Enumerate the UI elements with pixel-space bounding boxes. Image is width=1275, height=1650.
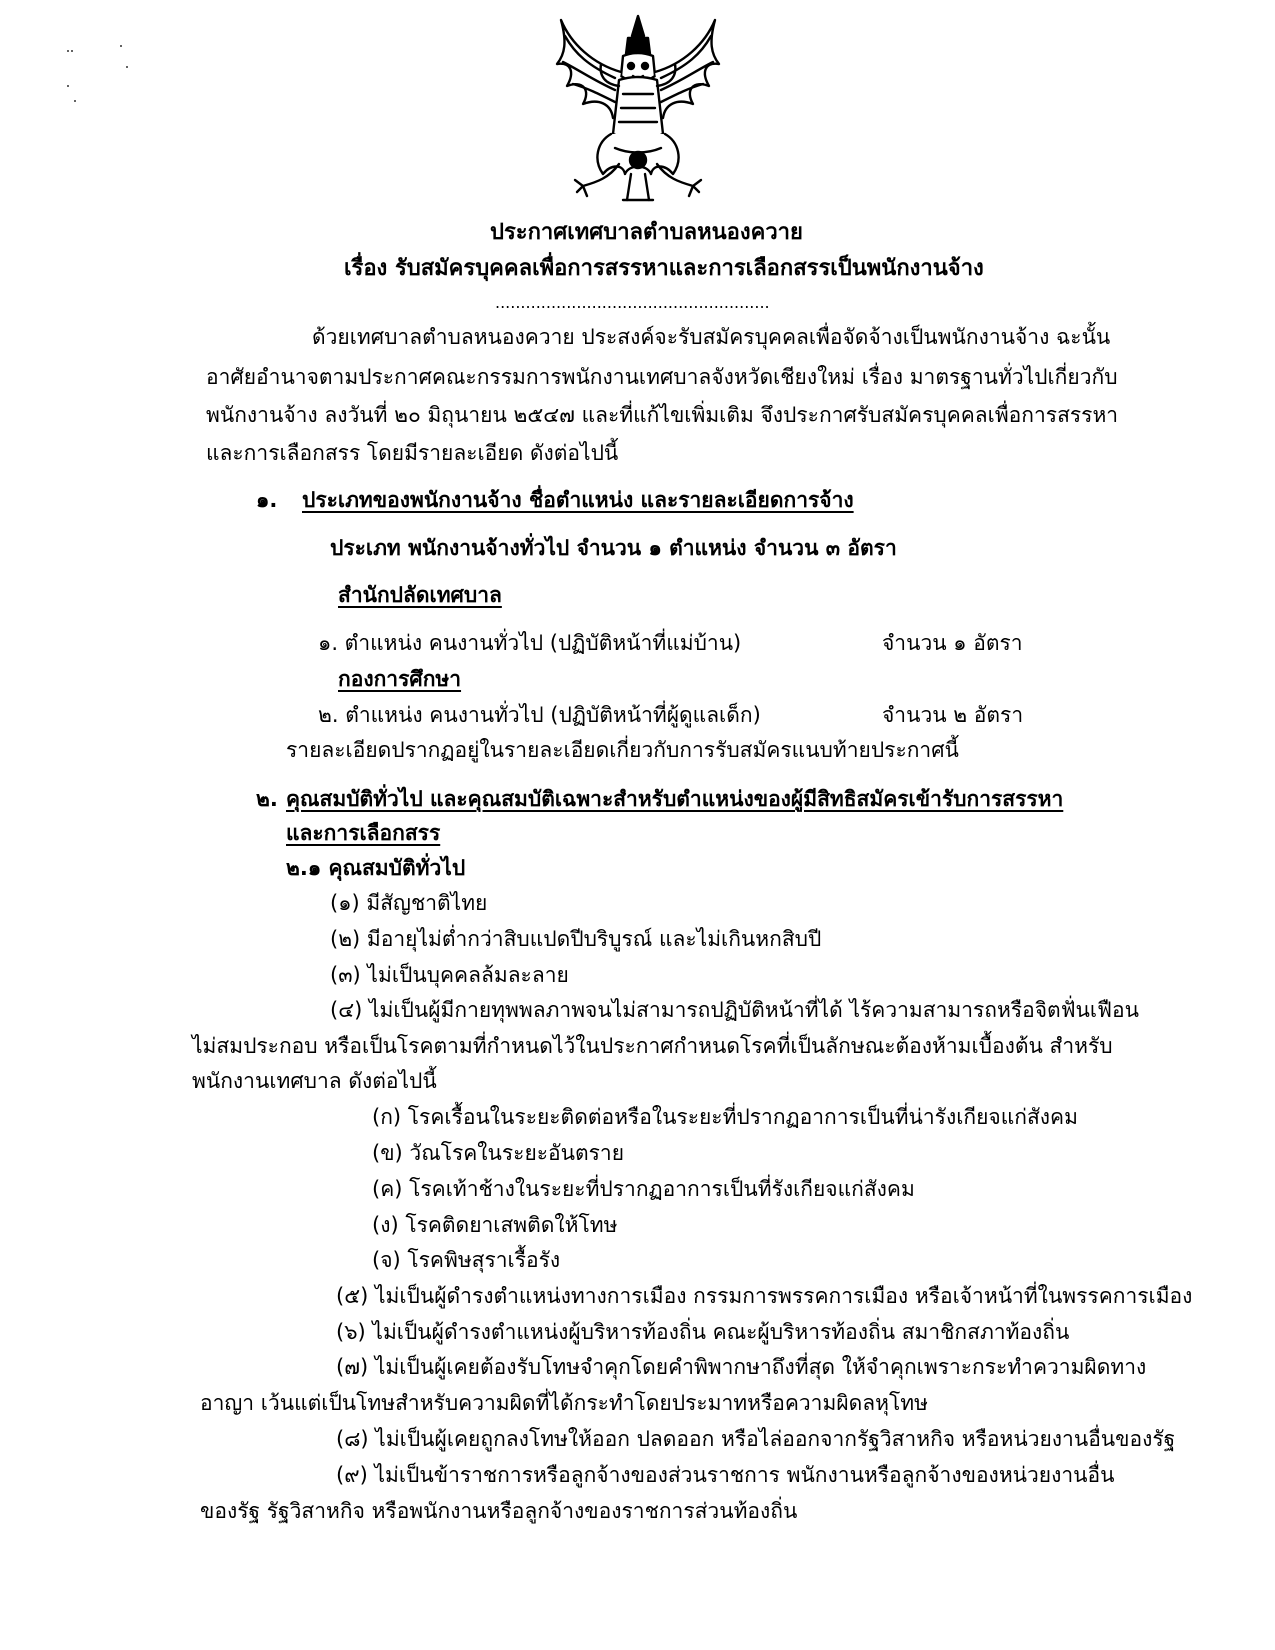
section1-number: ๑. [256, 488, 278, 512]
intro-line-2: อาศัยอำนาจตามประกาศคณะกรรมการพนักงานเทศบาลจังหวัดเชียงใหม่ เรื่อง มาตรฐานทั่วไปเกี่ยวกับ [206, 365, 1118, 389]
section2-number: ๒. [256, 787, 278, 811]
intro-line-1: ด้วยเทศบาลตำบลหนองควาย ประสงค์จะรับสมัครบุคคลเพื่อจัดจ้างเป็นพนักงานจ้าง ฉะนั้น [312, 325, 1111, 349]
qualification-item: (๒) มีอายุไม่ต่ำกว่าสิบแปดปีบริบูรณ์ และไม่เกินหกสิบปี [330, 927, 822, 951]
position-item: ๒. ตำแหน่ง คนงานทั่วไป (ปฏิบัติหน้าที่ผู้ดูแลเด็ก) [318, 703, 761, 727]
section1-type-line: ประเภท พนักงานจ้างทั่วไป จำนวน ๑ ตำแหน่ง จำนวน ๓ อัตรา [330, 536, 897, 560]
qualification-item: (๘) ไม่เป็นผู้เคยถูกลงโทษให้ออก ปลดออก หรือไล่ออกจากรัฐวิสาหกิจ หรือหน่วยงานอื่นของรัฐ [336, 1427, 1176, 1451]
qualification-item: (๓) ไม่เป็นบุคคลล้มละลาย [330, 963, 569, 987]
document-title: ประกาศเทศบาลตำบลหนองควาย [490, 220, 803, 245]
position-count: จำนวน ๑ อัตรา [882, 631, 1023, 655]
qualification-item: (๗) ไม่เป็นผู้เคยต้องรับโทษจำคุกโดยคำพิพากษาถึงที่สุด ให้จำคุกเพราะกระทำความผิดทาง [336, 1355, 1147, 1379]
disease-item: (ค) โรคเท้าช้างในระยะที่ปรากฏอาการเป็นที่รังเกียจแก่สังคม [372, 1177, 915, 1201]
disease-item: (ง) โรคติดยาเสพติดให้โทษ [372, 1213, 618, 1237]
section2-title-line-1: คุณสมบัติทั่วไป และคุณสมบัติเฉพาะสำหรับตำแหน่งของผู้มีสิทธิสมัครเข้ารับการสรรหา [286, 787, 1064, 811]
qualification-item: (๖) ไม่เป็นผู้ดำรงตำแหน่งผู้บริหารท้องถิ่น คณะผู้บริหารท้องถิ่น สมาชิกสภาท้องถิ่น [336, 1320, 1070, 1344]
position-count: จำนวน ๒ อัตรา [882, 703, 1024, 727]
qualification-item: (๙) ไม่เป็นข้าราชการหรือลูกจ้างของส่วนราชการ พนักงานหรือลูกจ้างของหน่วยงานอื่น [336, 1463, 1115, 1487]
qualification-item: (๕) ไม่เป็นผู้ดำรงตำแหน่งทางการเมือง กรรมการพรรคการเมือง หรือเจ้าหน้าที่ในพรรคการเมือง [336, 1284, 1193, 1308]
qualification-item-cont: พนักงานเทศบาล ดังต่อไปนี้ [192, 1069, 437, 1093]
qualification-item: (๔) ไม่เป็นผู้มีกายทุพพลภาพจนไม่สามารถปฏิบัติหน้าที่ได้ ไร้ความสามารถหรือจิตฟั่นเฟือน [330, 998, 1139, 1022]
department-name: สำนักปลัดเทศบาล [338, 583, 502, 607]
document-subject: เรื่อง รับสมัครบุคคลเพื่อการสรรหาและการเลือกสรรเป็นพนักงานจ้าง [344, 256, 984, 281]
disease-item: (จ) โรคพิษสุราเรื้อรัง [372, 1248, 561, 1272]
qualification-item: (๑) มีสัญชาติไทย [330, 891, 488, 915]
section2-sub-title: ๒.๑ คุณสมบัติทั่วไป [286, 856, 466, 880]
section2-title-line-2: และการเลือกสรร [286, 821, 441, 845]
qualification-item-cont: ของรัฐ รัฐวิสาหกิจ หรือพนักงานหรือลูกจ้างของราชการส่วนท้องถิ่น [200, 1499, 798, 1523]
qualification-item-cont: ไม่สมประกอบ หรือเป็นโรคตามที่กำหนดไว้ในประกาศกำหนดโรคที่เป็นลักษณะต้องห้ามเบื้องต้น สำหรับ [192, 1034, 1113, 1058]
disease-item: (ก) โรคเรื้อนในระยะติดต่อหรือในระยะที่ปรากฏอาการเป็นที่น่ารังเกียจแก่สังคม [372, 1105, 1078, 1129]
department-name: กองการศึกษา [338, 667, 462, 691]
intro-line-4: และการเลือกสรร โดยมีรายละเอียด ดังต่อไปนี้ [206, 441, 619, 465]
intro-line-3: พนักงานจ้าง ลงวันที่ ๒๐ มิถุนายน ๒๕๔๗ และที่แก้ไขเพิ่มเติม จึงประกาศรับสมัครบุคคลเพื่อการสรรหา [206, 403, 1119, 427]
garuda-emblem-icon [553, 14, 723, 206]
qualification-item-cont: อาญา เว้นแต่เป็นโทษสำหรับความผิดที่ได้กระทำโดยประมาทหรือความผิดลหุโทษ [200, 1391, 928, 1415]
heading-separator: ...................................................... [495, 293, 770, 312]
disease-item: (ข) วัณโรคในระยะอันตราย [372, 1141, 625, 1165]
section1-title: ประเภทของพนักงานจ้าง ชื่อตำแหน่ง และรายละเอียดการจ้าง [302, 488, 854, 512]
position-item: ๑. ตำแหน่ง คนงานทั่วไป (ปฏิบัติหน้าที่แม่บ้าน) [318, 631, 742, 655]
section1-note: รายละเอียดปรากฏอยู่ในรายละเอียดเกี่ยวกับการรับสมัครแนบท้ายประกาศนี้ [286, 738, 959, 762]
